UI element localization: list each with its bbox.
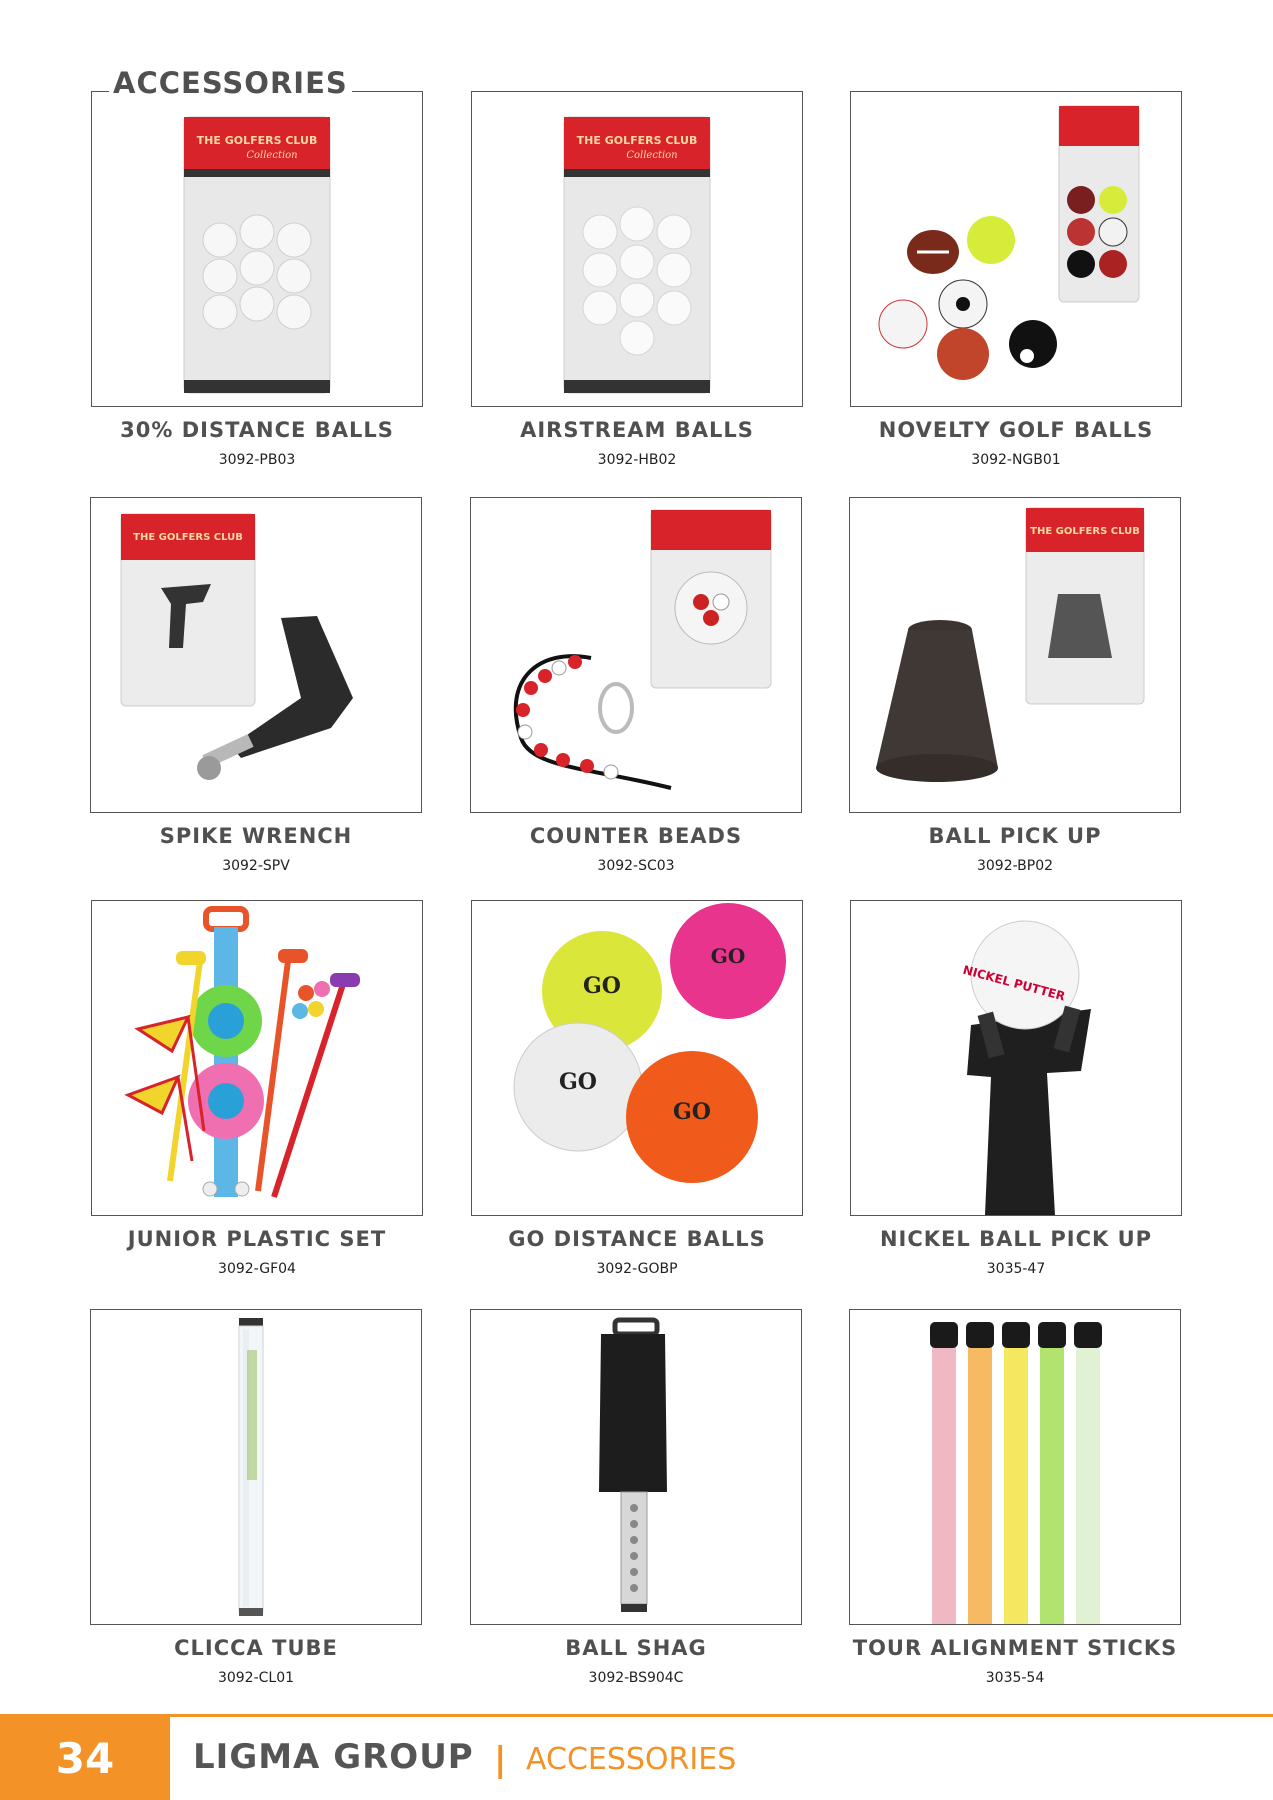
product-card-nickel-ball-pick-up [850, 900, 1182, 1277]
svg-text:GO: GO [559, 1069, 597, 1095]
product-code: 3092-HB02 [597, 452, 677, 468]
product-code: 3092-SPV [222, 858, 290, 874]
product-name: TOUR ALIGNMENT STICKS [852, 1636, 1178, 1660]
product-code: 3035-54 [985, 1670, 1045, 1686]
product-image-frame [91, 91, 423, 407]
product-name: CLICCA TUBE [174, 1636, 338, 1660]
product-card-counter-beads [470, 497, 802, 874]
product-image-frame [91, 900, 423, 1216]
product-card-novelty-golf-balls [850, 91, 1182, 468]
product-image-frame [471, 900, 803, 1216]
product-card-airstream-balls [471, 91, 803, 468]
product-card-clicca-tube [90, 1309, 422, 1686]
alignment-sticks-image [850, 1310, 1180, 1624]
product-name: SPIKE WRENCH [159, 824, 353, 848]
product-code: 3092-BS904C [588, 1670, 684, 1686]
ball-pick-up-image [850, 498, 1180, 812]
product-code: 3092-GF04 [218, 1261, 296, 1277]
spike-wrench-image [91, 498, 421, 812]
product-code: 3092-NGB01 [971, 452, 1061, 468]
product-image-frame [849, 1309, 1181, 1625]
ball-shag-image [471, 1310, 801, 1624]
product-code: 3092-BP02 [976, 858, 1054, 874]
product-image-frame [90, 1309, 422, 1625]
footer-rule [0, 1714, 1273, 1717]
product-card-junior-plastic-set [91, 900, 423, 1277]
footer-section-name: ACCESSORIES [526, 1742, 737, 1777]
product-image-frame [850, 900, 1182, 1216]
product-card-ball-pick-up [849, 497, 1181, 874]
pack-subtext: Collection [246, 150, 298, 161]
product-name: NOVELTY GOLF BALLS [878, 418, 1154, 442]
svg-text:GO: GO [583, 973, 621, 999]
nickel-pick-up-image [851, 901, 1181, 1215]
product-image-frame [90, 497, 422, 813]
section-title: ACCESSORIES [109, 66, 352, 100]
product-code: 3092-CL01 [217, 1670, 295, 1686]
go-distance-balls-image [472, 901, 802, 1215]
product-card-tour-alignment-sticks [849, 1309, 1181, 1686]
product-name: GO DISTANCE BALLS [508, 1227, 766, 1251]
page-number: 34 [0, 1717, 170, 1800]
blister-pack-airstream-image [472, 92, 802, 406]
product-image-frame [849, 497, 1181, 813]
svg-text:NICKEL PUTTER: NICKEL PUTTER [961, 962, 1067, 1004]
product-name: JUNIOR PLASTIC SET [127, 1227, 387, 1251]
product-image-frame [850, 91, 1182, 407]
pack-brand-text: THE GOLFERS CLUB [133, 532, 243, 543]
product-image-frame [470, 497, 802, 813]
product-name: BALL SHAG [565, 1636, 707, 1660]
product-name: 30% DISTANCE BALLS [120, 418, 394, 442]
product-code: 3035-47 [986, 1261, 1046, 1277]
product-card-go-distance-balls [471, 900, 803, 1277]
pack-brand-text: THE GOLFERS CLUB [196, 134, 318, 147]
product-name: AIRSTREAM BALLS [520, 418, 754, 442]
product-code: 3092-PB03 [218, 452, 296, 468]
pack-brand-text: THE GOLFERS CLUB [1030, 526, 1140, 537]
product-image-frame [471, 91, 803, 407]
footer-brand: LIGMA GROUP [193, 1737, 474, 1777]
product-name: COUNTER BEADS [529, 824, 743, 848]
svg-text:GO: GO [673, 1099, 711, 1125]
product-image-frame [470, 1309, 802, 1625]
pack-brand-text: THE GOLFERS CLUB [576, 134, 698, 147]
clicca-tube-image [91, 1310, 421, 1624]
product-name: NICKEL BALL PICK UP [879, 1227, 1153, 1251]
product-card-spike-wrench [90, 497, 422, 874]
product-card-30-distance-balls [91, 91, 423, 468]
counter-beads-image [471, 498, 801, 812]
svg-text:GO: GO [710, 944, 746, 968]
junior-golf-set-image [92, 901, 422, 1215]
product-code: 3092-SC03 [597, 858, 675, 874]
product-name: BALL PICK UP [928, 824, 1102, 848]
novelty-balls-image [851, 92, 1181, 406]
product-card-ball-shag [470, 1309, 802, 1686]
product-code: 3092-GOBP [596, 1261, 678, 1277]
footer-separator: | [494, 1740, 507, 1780]
pack-subtext: Collection [626, 150, 678, 161]
blister-pack-balls-image [92, 92, 422, 406]
